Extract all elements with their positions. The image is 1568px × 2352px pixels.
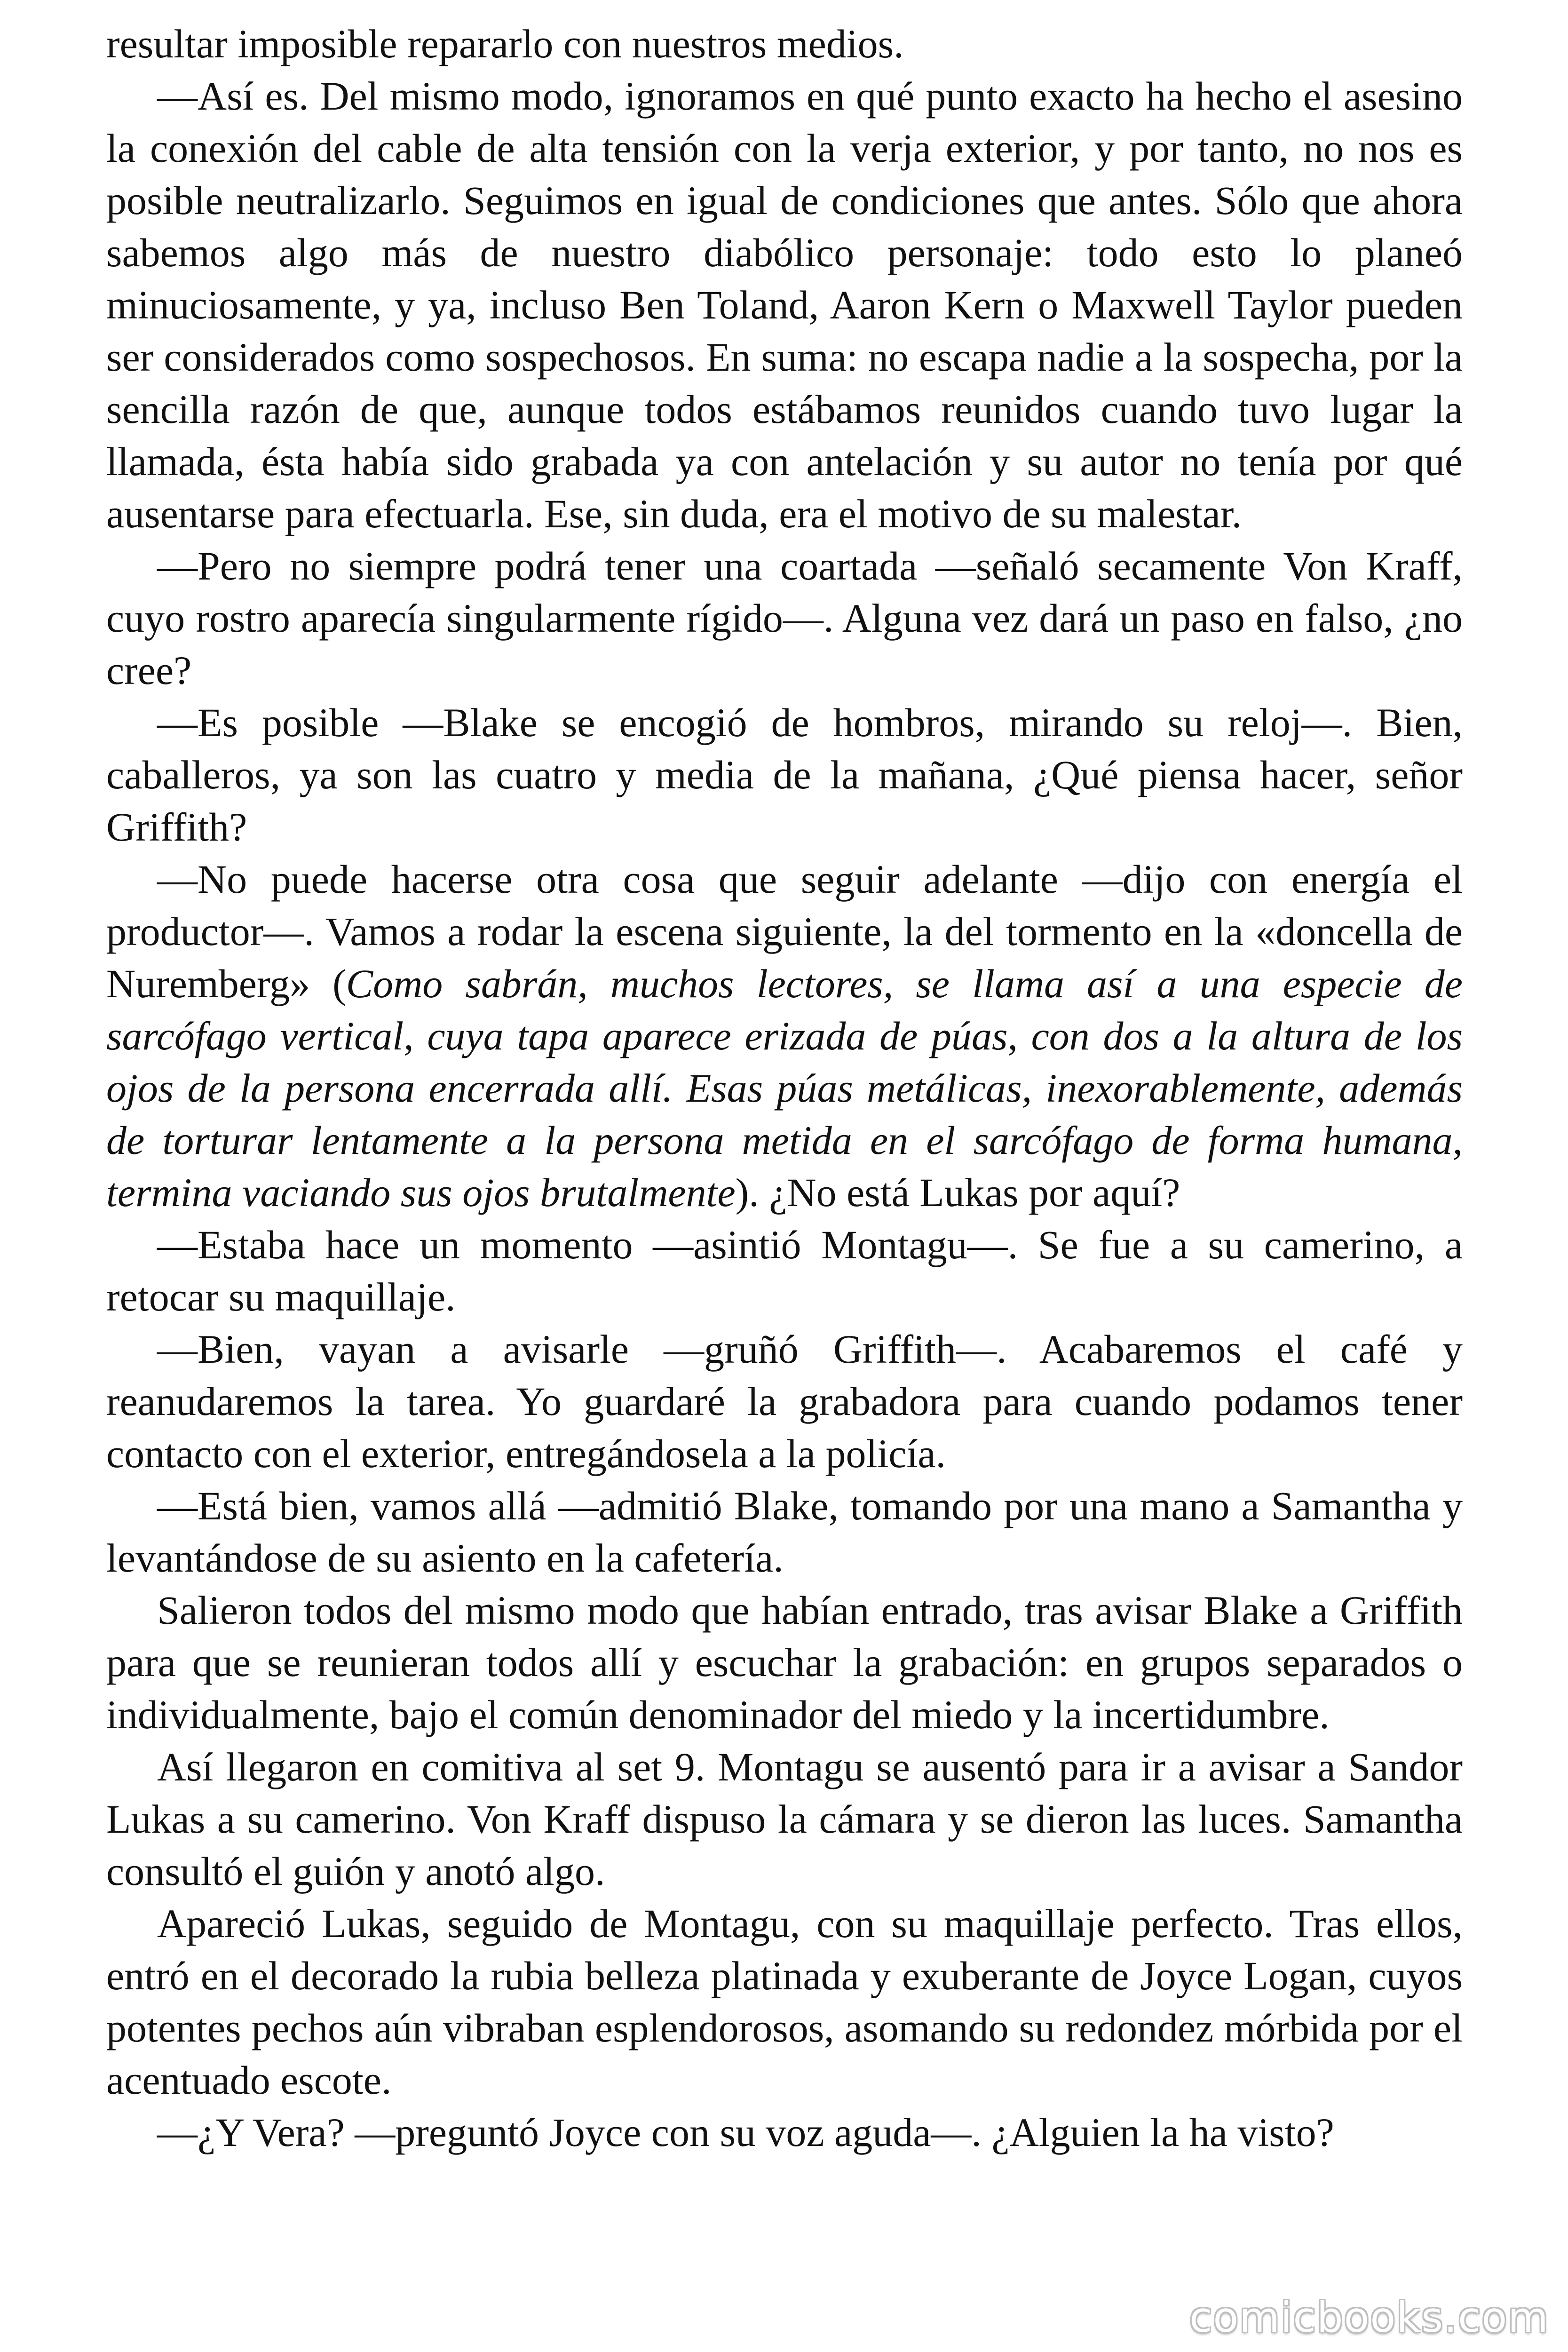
italic-footnote-text: Como sabrán, muchos lectores, se llama así a una especie de sarcófago vertical, cuya tapa aparece erizada de púas, con dos a la altura de los ojos de la persona encerrada allí. Esas púas metálicas, inexorablemente, además de torturar lentamente a la persona metida en el sarcófago de forma humana, termina vaciando sus ojos brutalmente [106,961,1463,1215]
paragraph: —¿Y Vera? —preguntó Joyce con su voz aguda—. ¿Alguien la ha visto? [157,2110,1334,2155]
paragraph: Salieron todos del mismo modo que habían entrado, tras avisar Blake a Griffith para que se reunieran todos allí y escuchar la grabación: en grupos separados o individualmente, bajo el común denominador del miedo y la incertidumbre. [106,1588,1463,1737]
paragraph: resultar imposible repararlo con nuestros medios. [106,21,904,66]
paragraph-text-before: —No puede hacerse otra cosa que seguir adelante —dijo con energía el productor—. Vamos a rodar la escena siguiente, la del tormento en la «doncella de Nuremberg» ( [106,857,1463,1006]
watermark-logo: comicbooks.com [1189,2293,1549,2342]
paragraph: —Está bien, vamos allá —admitió Blake, tomando por una mano a Samantha y levantándose de su asiento en la cafetería. [106,1483,1463,1581]
paragraph-text-after: ). ¿No está Lukas por aquí? [735,1170,1180,1215]
body-text [106,18,1463,2159]
paragraph: —Bien, vayan a avisarle —gruñó Griffith—. Acabaremos el café y reanudaremos la tarea. Yo guardaré la grabadora para cuando podamos tener contacto con el exterior, entregándosela a la policía. [106,1327,1463,1476]
paragraph: —Pero no siempre podrá tener una coartada —señaló secamente Von Kraff, cuyo rostro aparecía singularmente rígido—. Alguna vez dará un paso en falso, ¿no cree? [106,543,1463,693]
paragraph: Así llegaron en comitiva al set 9. Montagu se ausentó para ir a avisar a Sandor Lukas a su camerino. Von Kraff dispuso la cámara y se dieron las luces. Samantha consultó el guión y anotó algo. [106,1744,1463,1894]
paragraph: —Estaba hace un momento —asintió Montagu—. Se fue a su camerino, a retocar su maquillaje. [106,1222,1463,1319]
paragraph: —Es posible —Blake se encogió de hombros, mirando su reloj—. Bien, caballeros, ya son las cuatro y media de la mañana, ¿Qué piensa hacer, señor Griffith? [106,700,1463,850]
paragraph-with-italic-note [106,853,1463,1219]
paragraph: —Así es. Del mismo modo, ignoramos en qué punto exacto ha hecho el asesino la conexión del cable de alta tensión con la verja exterior, y por tanto, no nos es posible neutralizarlo. Seguimos en igual de condiciones que antes. Sólo que ahora sabemos algo más de nuestro diabólico personaje: todo esto lo planeó minuciosamente, y ya, incluso Ben Toland, Aaron Kern o Maxwell Taylor pueden ser considerados como sospechosos. En suma: no escapa nadie a la sospecha, por la sencilla razón de que, aunque todos estábamos reunidos cuando tuvo lugar la llamada, ésta había sido grabada ya con antelación y su autor no tenía por qué ausentarse para efectuarla. Ese, sin duda, era el motivo de su malestar. [106,73,1463,536]
paragraph: Apareció Lukas, seguido de Montagu, con su maquillaje perfecto. Tras ellos, entró en el decorado la rubia belleza platinada y exuberante de Joyce Logan, cuyos potentes pechos aún vibraban esplendorosos, asomando su redondez mórbida por el acentuado escote. [106,1901,1463,2103]
